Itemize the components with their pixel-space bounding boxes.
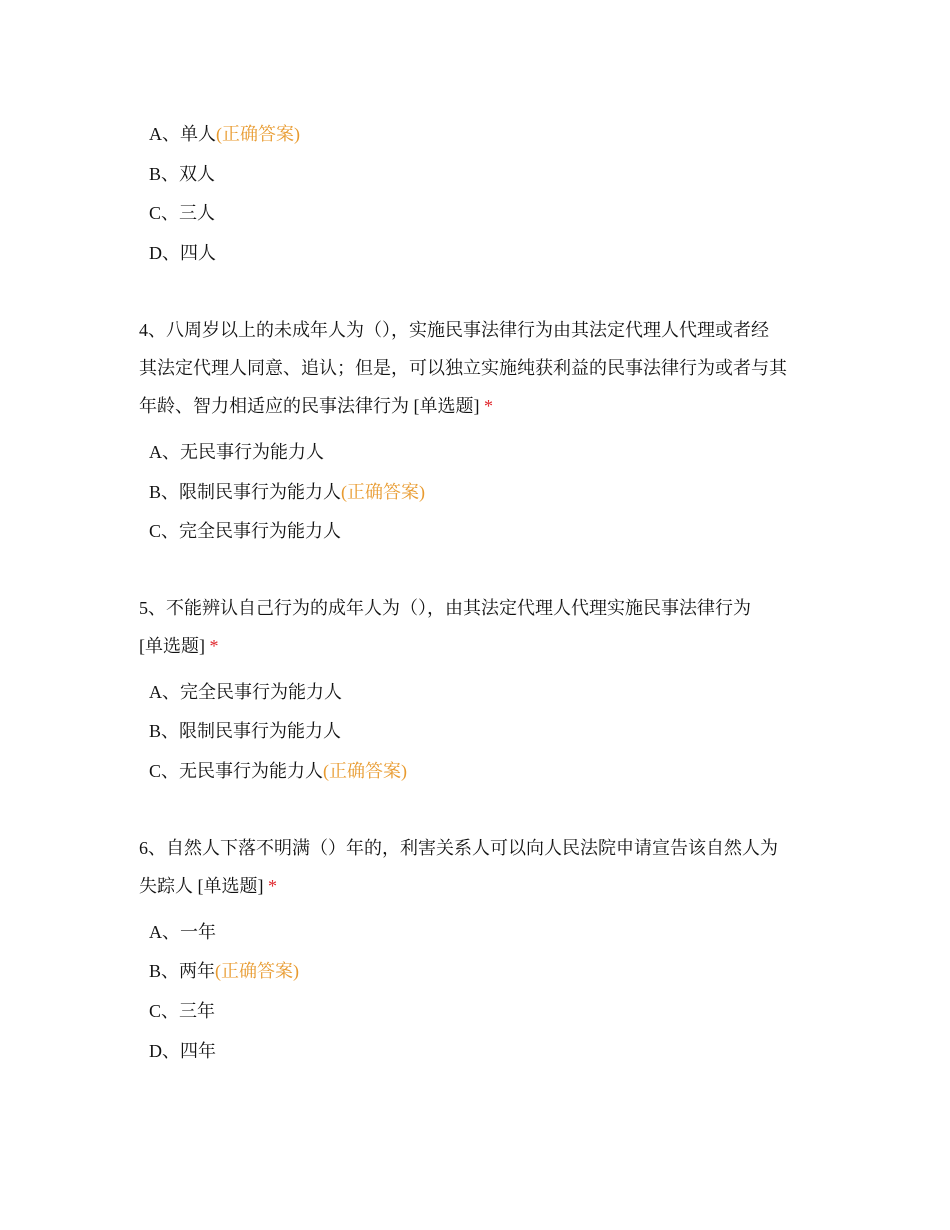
option-text: 无民事行为能力人 (180, 442, 324, 462)
q5-option-a: A、完全民事行为能力人 (149, 682, 342, 702)
option-text: 两年 (179, 961, 216, 981)
option-letter: B (149, 482, 162, 502)
correct-answer-marker: (正确答案) (323, 761, 408, 781)
option-text: 三人 (179, 203, 216, 223)
q4-option-b: B、限制民事行为能力人(正确答案) (149, 482, 426, 502)
q5-option-c: C、无民事行为能力人(正确答案) (149, 761, 408, 781)
q6-option-c: C、三年 (149, 1001, 216, 1021)
option-letter: C (149, 203, 162, 223)
option-text: 一年 (180, 922, 216, 942)
option-text: 三年 (179, 1001, 216, 1021)
option-letter: B (149, 961, 162, 981)
option-letter: B (149, 721, 162, 741)
option-text: 双人 (179, 164, 216, 184)
q3-option-a: A、单人(正确答案) (149, 124, 300, 144)
required-asterisk: * (268, 876, 277, 896)
option-letter: A (149, 442, 162, 462)
option-letter: C (149, 761, 162, 781)
q4-question-text (139, 311, 819, 425)
q3-option-d: D、四人 (149, 243, 216, 263)
option-letter: A (149, 124, 162, 144)
option-letter: A (149, 682, 162, 702)
q6-option-b: B、两年(正确答案) (149, 961, 300, 981)
option-text: 限制民事行为能力人 (179, 482, 342, 502)
question-line: 其法定代理人同意、追认；但是，可以独立实施纯获利益的民事法律行为或者与其 (139, 358, 787, 378)
question-line (139, 387, 819, 425)
question-line: 6、自然人下落不明满（）年的，利害关系人可以向人民法院申请宣告该自然人为 (139, 838, 778, 858)
q6-option-d: D、四年 (149, 1041, 216, 1061)
option-letter: C (149, 1001, 162, 1021)
q5-option-b: B、限制民事行为能力人 (149, 721, 342, 741)
option-text: 限制民事行为能力人 (179, 721, 342, 741)
required-asterisk: * (484, 396, 493, 416)
correct-answer-marker: (正确答案) (216, 124, 300, 144)
q6-option-a: A、一年 (149, 922, 216, 942)
q6-question-text (139, 829, 819, 905)
question-line-text: 年龄、智力相适应的民事法律行为 [单选题] (139, 396, 480, 416)
q4-option-c: C、完全民事行为能力人 (149, 521, 342, 541)
required-asterisk: * (209, 636, 219, 656)
question-line: 5、不能辨认自己行为的成年人为（），由其法定代理人代理实施民事法律行为 (139, 598, 751, 618)
option-letter: D (149, 1041, 162, 1061)
option-letter: D (149, 243, 162, 263)
q5-question-text (139, 589, 819, 665)
question-line (139, 867, 819, 905)
option-letter: A (149, 922, 162, 942)
q4-option-a: A、无民事行为能力人 (149, 442, 324, 462)
option-letter: C (149, 521, 162, 541)
option-text: 四年 (180, 1041, 216, 1061)
q3-option-c: C、三人 (149, 203, 216, 223)
option-letter: B (149, 164, 162, 184)
option-text: 完全民事行为能力人 (180, 682, 342, 702)
option-text: 完全民事行为能力人 (179, 521, 342, 541)
option-text: 无民事行为能力人 (179, 761, 324, 781)
q3-option-b: B、双人 (149, 164, 216, 184)
question-line-text: 失踪人 [单选题] (139, 876, 264, 896)
correct-answer-marker: (正确答案) (215, 961, 300, 981)
question-line: 4、八周岁以上的未成年人为（），实施民事法律行为由其法定代理人代理或者经 (139, 320, 769, 340)
option-text: 四人 (180, 243, 216, 263)
question-line-text: [单选题] (139, 636, 205, 656)
correct-answer-marker: (正确答案) (341, 482, 426, 502)
option-text: 单人 (180, 124, 216, 144)
question-line (139, 627, 819, 665)
